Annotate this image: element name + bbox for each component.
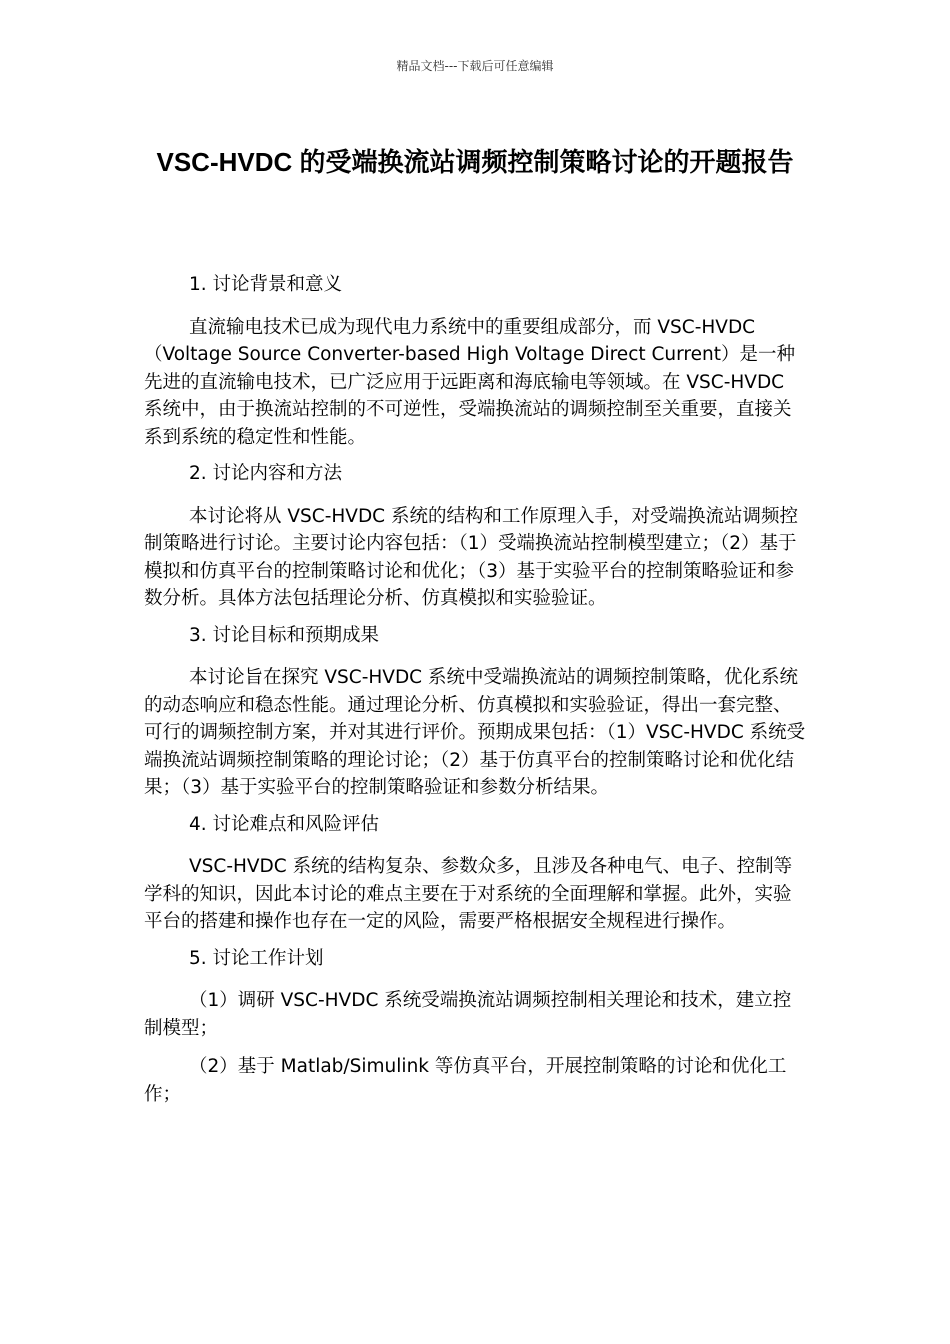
section-body-content-method: 本讨论将从 VSC-HVDC 系统的结构和工作原理入手，对受端换流站调频控制策略进行讨论。主要讨论内容包括：（1）受端换流站控制模型建立；（2）基于模拟和仿真平台的控制策略讨论和优化；（3）基于实验平台的控制策略验证和参数分析。具体方法包括理论分析、仿真模拟和实验验证。 [144,505,798,609]
plan-item: （1）调研 VSC-HVDC 系统受端换流站调频控制相关理论和技术，建立控制模型； [144,990,792,1039]
page-header: 精品文档---下载后可任意编辑 [396,59,554,73]
section-body-risks: VSC-HVDC 系统的结构复杂、参数众多，且涉及各种电气、电子、控制等学科的知识，因此本讨论的难点主要在于对系统的全面理解和掌握。此外，实验平台的搭建和操作也存在一定的风险，需要严格根据安全规程进行操作。 [144,856,793,932]
section-heading-background: 1. 讨论背景和意义 [189,274,343,295]
section-heading-plan: 5. 讨论工作计划 [189,947,324,969]
plan-item: （2）基于 Matlab/Simulink 等仿真平台，开展控制策略的讨论和优化工作； [144,1056,787,1105]
document-body [144,271,806,1119]
section-heading-goals: 3. 讨论目标和预期成果 [189,624,380,646]
section-body-goals: 本讨论旨在探究 VSC-HVDC 系统中受端换流站的调频控制策略，优化系统的动态响应和稳态性能。通过理论分析、仿真模拟和实验验证，得出一套完整、可行的调频控制方案，并对其进行评价。预期成果包括：（1）VSC-HVDC 系统受端换流站调频控制策略的理论讨论；（2）基于仿真平台的控制策略讨论和优化结果；（3）基于实验平台的控制策略验证和参数分析结果。 [144,667,806,798]
document-title: VSC-HVDC 的受端换流站调频控制策略讨论的开题报告 [156,147,794,177]
section-body-background: 直流输电技术已成为现代电力系统中的重要组成部分，而 VSC-HVDC（Voltage Source Converter-based High Voltage Direct Current）是一种先进的直流输电技术，已广泛应用于远距离和海底输电等领域。在 VSC-HVDC 系统中，由于换流站控制的不可逆性，受端换流站的调频控制至关重要，直接关系到系统的稳定性和性能。 [144,316,795,448]
section-heading-risks: 4. 讨论难点和风险评估 [189,813,380,835]
section-heading-content-method: 2. 讨论内容和方法 [189,463,343,484]
